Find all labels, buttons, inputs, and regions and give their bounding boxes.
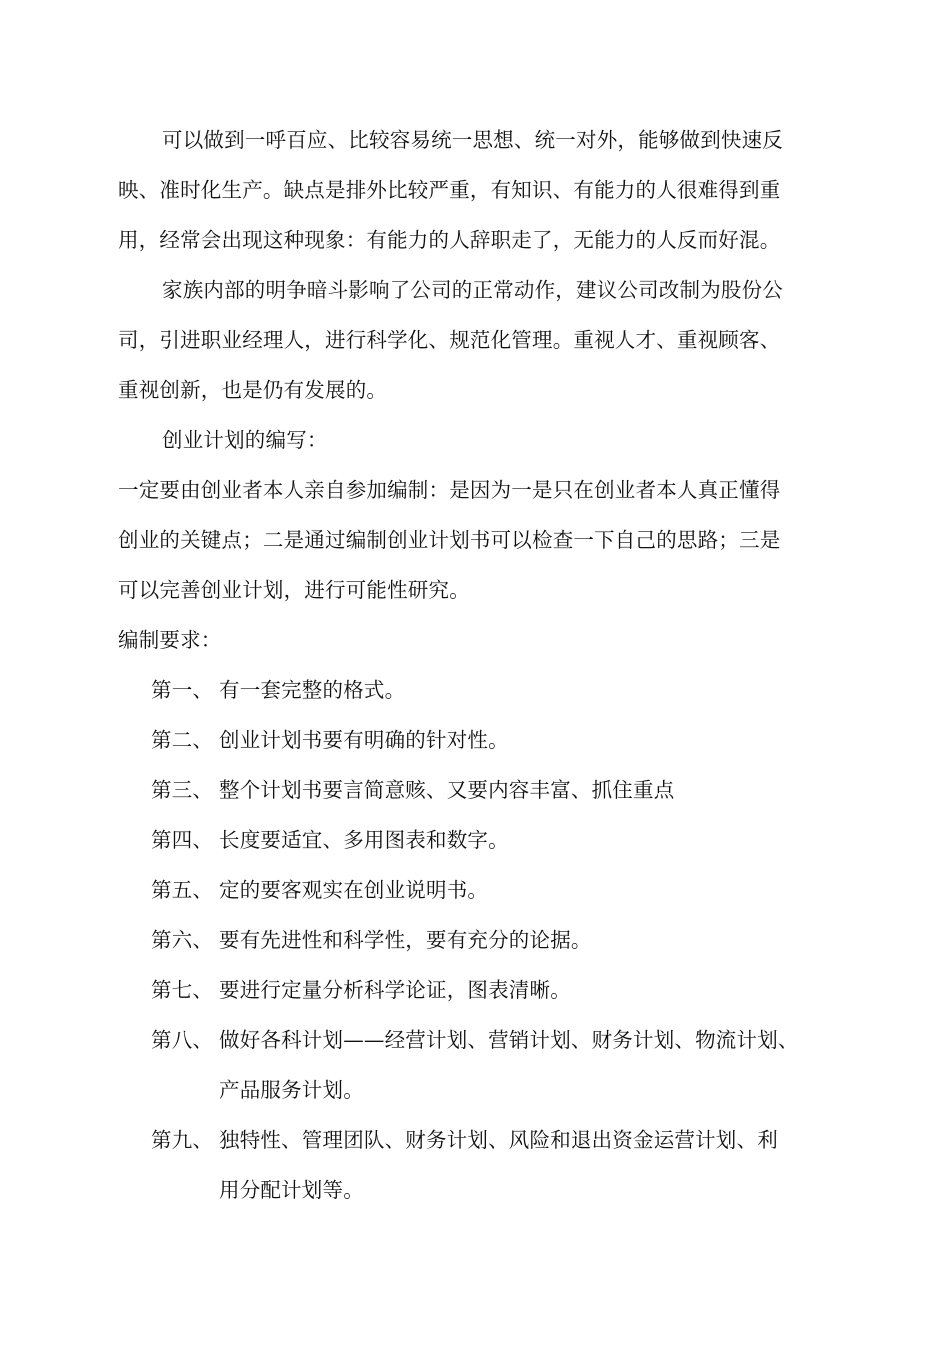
- requirement-text: 定的要客观实在创业说明书。: [219, 878, 489, 902]
- paragraph-2-line-2: 司，引进职业经理人，进行科学化、规范化管理。重视人才、重视顾客、: [118, 328, 781, 352]
- requirement-text: 独特性、管理团队、财务计划、风险和退出资金运营计划、利: [219, 1128, 778, 1152]
- requirement-text-continued: 产品服务计划。: [219, 1078, 364, 1102]
- requirement-label: 第四、: [151, 828, 214, 852]
- requirement-text: 有一套完整的格式。: [219, 678, 406, 702]
- requirements-heading: 编制要求：: [118, 628, 222, 652]
- requirement-text: 创业计划书要有明确的针对性。: [219, 728, 509, 752]
- paragraph-2-line-1: 家族内部的明争暗斗影响了公司的正常动作，建议公司改制为股份公: [162, 278, 783, 302]
- paragraph-3-line-3: 可以完善创业计划，进行可能性研究。: [118, 578, 470, 602]
- requirement-label: 第七、: [151, 978, 214, 1002]
- requirement-label: 第一、: [151, 678, 214, 702]
- requirement-text: 长度要适宜、多用图表和数字。: [219, 828, 509, 852]
- requirement-text: 做好各科计划——经营计划、营销计划、财务计划、物流计划、: [219, 1028, 799, 1052]
- paragraph-1-line-2: 映、准时化生产。缺点是排外比较严重，有知识、有能力的人很难得到重: [118, 178, 781, 202]
- requirement-label: 第八、: [151, 1028, 214, 1052]
- requirement-label: 第九、: [151, 1128, 214, 1152]
- requirement-text: 整个计划书要言简意赅、又要内容丰富、抓住重点: [219, 778, 675, 802]
- paragraph-3-line-2: 创业的关键点；二是通过编制创业计划书可以检查一下自己的思路；三是: [118, 528, 781, 552]
- requirement-text-continued: 用分配计划等。: [219, 1178, 364, 1202]
- requirement-label: 第六、: [151, 928, 214, 952]
- paragraph-1-line-3: 用，经常会出现这种现象：有能力的人辞职走了，无能力的人反而好混。: [118, 228, 781, 252]
- requirement-label: 第五、: [151, 878, 214, 902]
- requirement-label: 第三、: [151, 778, 214, 802]
- requirement-text: 要有先进性和科学性，要有充分的论据。: [219, 928, 592, 952]
- requirement-text: 要进行定量分析科学论证，图表清晰。: [219, 978, 571, 1002]
- paragraph-3-line-1: 一定要由创业者本人亲自参加编制：是因为一是只在创业者本人真正懂得: [118, 478, 781, 502]
- requirement-label: 第二、: [151, 728, 214, 752]
- paragraph-2-line-3: 重视创新，也是仍有发展的。: [118, 378, 388, 402]
- paragraph-1-line-1: 可以做到一呼百应、比较容易统一思想、统一对外，能够做到快速反: [162, 128, 783, 152]
- section-heading-business-plan: 创业计划的编写：: [162, 428, 328, 452]
